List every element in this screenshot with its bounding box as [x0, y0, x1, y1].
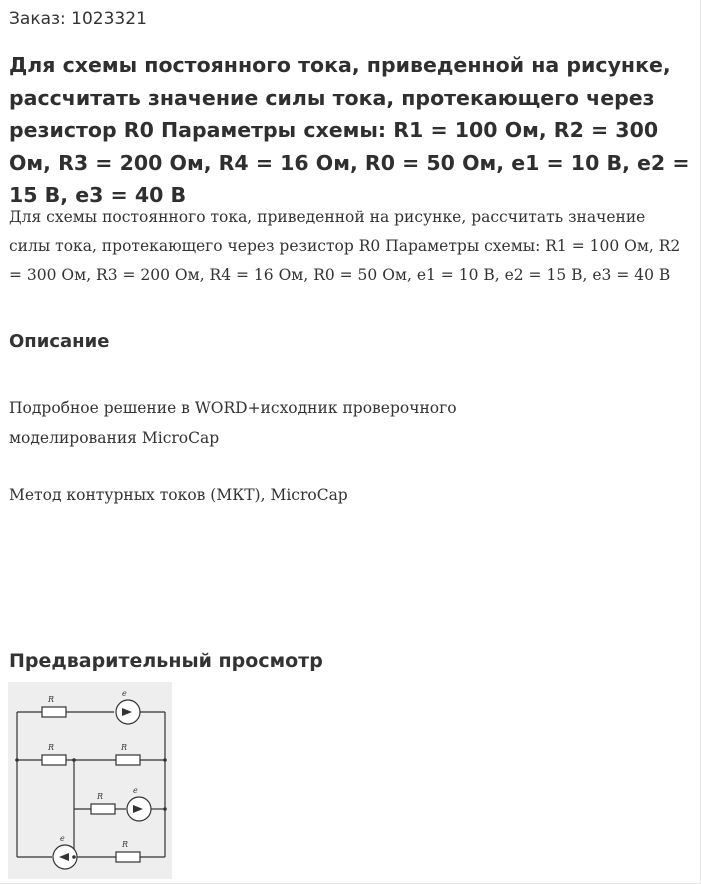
- lead-paragraph: Для схемы постоянного тока, приведенной на рисунке, рассчитать значение силы тока, протекающего через резистор R0 Параметры схемы: R1 = 100 Ом, R2 = 300 Ом, R3 = 200 Ом, R4 = 16 Ом, R0 = 50 Ом, e1 = 10 В, e2 = 15 В, e3 = 40 В: [9, 208, 681, 284]
- label-r0: R: [122, 840, 129, 849]
- label-e1: e: [122, 689, 127, 698]
- description-paragraph: Подробное решение в WORD+исходник проверочного моделирования MicroCap: [9, 399, 457, 447]
- label-r4: R: [97, 792, 104, 801]
- resistor-r3: [116, 755, 140, 765]
- label-e3: e: [60, 834, 65, 843]
- page-title: Для схемы постоянного тока, приведенной на рисунке, рассчитать значение силы тока, протекающего через резистор R0 Параметры схемы: R1 = 100 Ом, R2 = 300 Ом, R3 = 200 Ом, R4 = 16 Ом, R0 = 50 Ом, e1 = 10 В, e2 = 15 В, e3 = 40 В: [9, 53, 690, 207]
- description-heading: Описание: [9, 331, 110, 352]
- resistor-r0: [116, 852, 140, 862]
- circuit-preview-image[interactable]: [8, 682, 172, 879]
- label-r2: R: [48, 743, 55, 752]
- order-number: Заказ: 1023321: [9, 9, 147, 29]
- label-e2: e: [133, 786, 138, 795]
- resistor-r2: [42, 755, 66, 765]
- resistor-r4: [91, 804, 115, 814]
- resistor-r1: [42, 707, 66, 717]
- preview-heading: Предварительный просмотр: [9, 650, 323, 672]
- label-r3: R: [121, 743, 128, 752]
- label-r1: R: [48, 695, 55, 704]
- method-paragraph: Метод контурных токов (МКТ), MicroCap: [9, 486, 348, 504]
- circuit-diagram: [8, 682, 172, 879]
